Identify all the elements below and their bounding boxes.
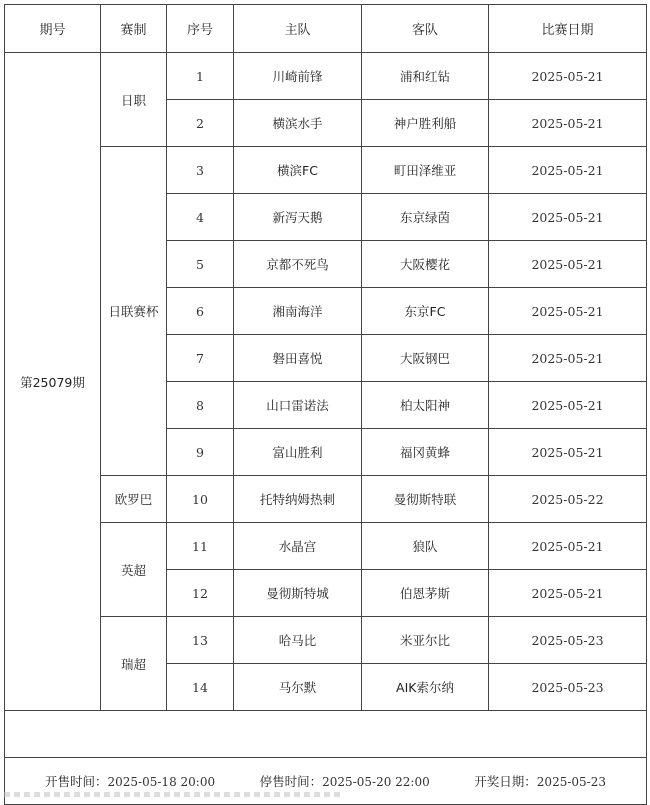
seq-cell: 13	[167, 617, 234, 664]
match-date-cell: 2025-05-21	[489, 429, 647, 476]
match-date-cell: 2025-05-21	[489, 570, 647, 617]
away-team-cell: 东京FC	[362, 288, 489, 335]
home-team-cell: 水晶宫	[234, 523, 362, 570]
away-team-cell: 町田泽维亚	[362, 147, 489, 194]
home-team-cell: 磐田喜悦	[234, 335, 362, 382]
home-team-cell: 横滨FC	[234, 147, 362, 194]
away-team-cell: 大阪钢巴	[362, 335, 489, 382]
home-team-cell: 川崎前锋	[234, 53, 362, 100]
away-team-cell: 浦和红钻	[362, 53, 489, 100]
draw-date-value: 2025-05-23	[536, 775, 606, 789]
home-team-cell: 马尔默	[234, 664, 362, 711]
draw-date-label: 开奖日期：	[474, 774, 537, 789]
home-team-cell: 京都不死鸟	[234, 241, 362, 288]
away-team-cell: 曼彻斯特联	[362, 476, 489, 523]
header-match-date: 比赛日期	[489, 5, 647, 53]
seq-cell: 9	[167, 429, 234, 476]
issue-number-cell: 第25079期	[5, 53, 101, 711]
blank-row	[5, 711, 647, 758]
header-competition: 赛制	[101, 5, 167, 53]
home-team-cell: 托特纳姆热刺	[234, 476, 362, 523]
seq-cell: 5	[167, 241, 234, 288]
match-date-cell: 2025-05-21	[489, 335, 647, 382]
match-date-cell: 2025-05-21	[489, 53, 647, 100]
competition-cell: 欧罗巴	[101, 476, 167, 523]
table-row	[5, 53, 647, 100]
blank-cell	[5, 711, 647, 758]
table-row	[5, 147, 647, 194]
schedule-sheet	[4, 4, 646, 805]
match-date-cell: 2025-05-21	[489, 100, 647, 147]
header-seq: 序号	[167, 5, 234, 53]
header-home-team: 主队	[234, 5, 362, 53]
away-team-cell: 狼队	[362, 523, 489, 570]
match-schedule-table	[4, 4, 647, 805]
away-team-cell: 米亚尔比	[362, 617, 489, 664]
sale-start	[45, 772, 215, 790]
competition-cell: 瑞超	[101, 617, 167, 711]
match-date-cell: 2025-05-21	[489, 147, 647, 194]
draw-date	[474, 772, 606, 790]
seq-cell: 2	[167, 100, 234, 147]
away-team-cell: 伯恩茅斯	[362, 570, 489, 617]
match-date-cell: 2025-05-21	[489, 382, 647, 429]
home-team-cell: 新泻天鹅	[234, 194, 362, 241]
sale-stop-value: 2025-05-20 22:00	[322, 775, 430, 789]
footer-row	[5, 758, 647, 805]
table-row	[5, 523, 647, 570]
seq-cell: 4	[167, 194, 234, 241]
seq-cell: 3	[167, 147, 234, 194]
seq-cell: 12	[167, 570, 234, 617]
seq-cell: 1	[167, 53, 234, 100]
home-team-cell: 富山胜利	[234, 429, 362, 476]
home-team-cell: 山口雷诺法	[234, 382, 362, 429]
seq-cell: 6	[167, 288, 234, 335]
seq-cell: 14	[167, 664, 234, 711]
match-date-cell: 2025-05-23	[489, 617, 647, 664]
match-date-cell: 2025-05-21	[489, 241, 647, 288]
away-team-cell: 大阪樱花	[362, 241, 489, 288]
match-rows	[5, 53, 647, 711]
competition-cell: 日联赛杯	[101, 147, 167, 476]
sale-info	[5, 772, 646, 790]
seq-cell: 10	[167, 476, 234, 523]
cut-off-text-line	[4, 792, 344, 797]
header-away-team: 客队	[362, 5, 489, 53]
table-row	[5, 476, 647, 523]
header-row	[5, 5, 647, 53]
match-date-cell: 2025-05-21	[489, 523, 647, 570]
header-issue: 期号	[5, 5, 101, 53]
sale-stop	[260, 772, 430, 790]
away-team-cell: 东京绿茵	[362, 194, 489, 241]
away-team-cell: 神户胜利船	[362, 100, 489, 147]
away-team-cell: 柏太阳神	[362, 382, 489, 429]
match-date-cell: 2025-05-23	[489, 664, 647, 711]
competition-cell: 英超	[101, 523, 167, 617]
home-team-cell: 曼彻斯特城	[234, 570, 362, 617]
competition-cell: 日职	[101, 53, 167, 147]
match-date-cell: 2025-05-22	[489, 476, 647, 523]
seq-cell: 8	[167, 382, 234, 429]
table-row	[5, 617, 647, 664]
home-team-cell: 哈马比	[234, 617, 362, 664]
home-team-cell: 横滨水手	[234, 100, 362, 147]
away-team-cell: AIK索尔纳	[362, 664, 489, 711]
away-team-cell: 福冈黄蜂	[362, 429, 489, 476]
seq-cell: 11	[167, 523, 234, 570]
match-date-cell: 2025-05-21	[489, 288, 647, 335]
sale-start-value: 2025-05-18 20:00	[107, 775, 216, 789]
match-date-cell: 2025-05-21	[489, 194, 647, 241]
sale-stop-label: 停售时间：	[259, 774, 323, 789]
home-team-cell: 湘南海洋	[234, 288, 362, 335]
sale-start-label: 开售时间：	[45, 774, 108, 789]
footer-cell	[5, 758, 647, 805]
seq-cell: 7	[167, 335, 234, 382]
